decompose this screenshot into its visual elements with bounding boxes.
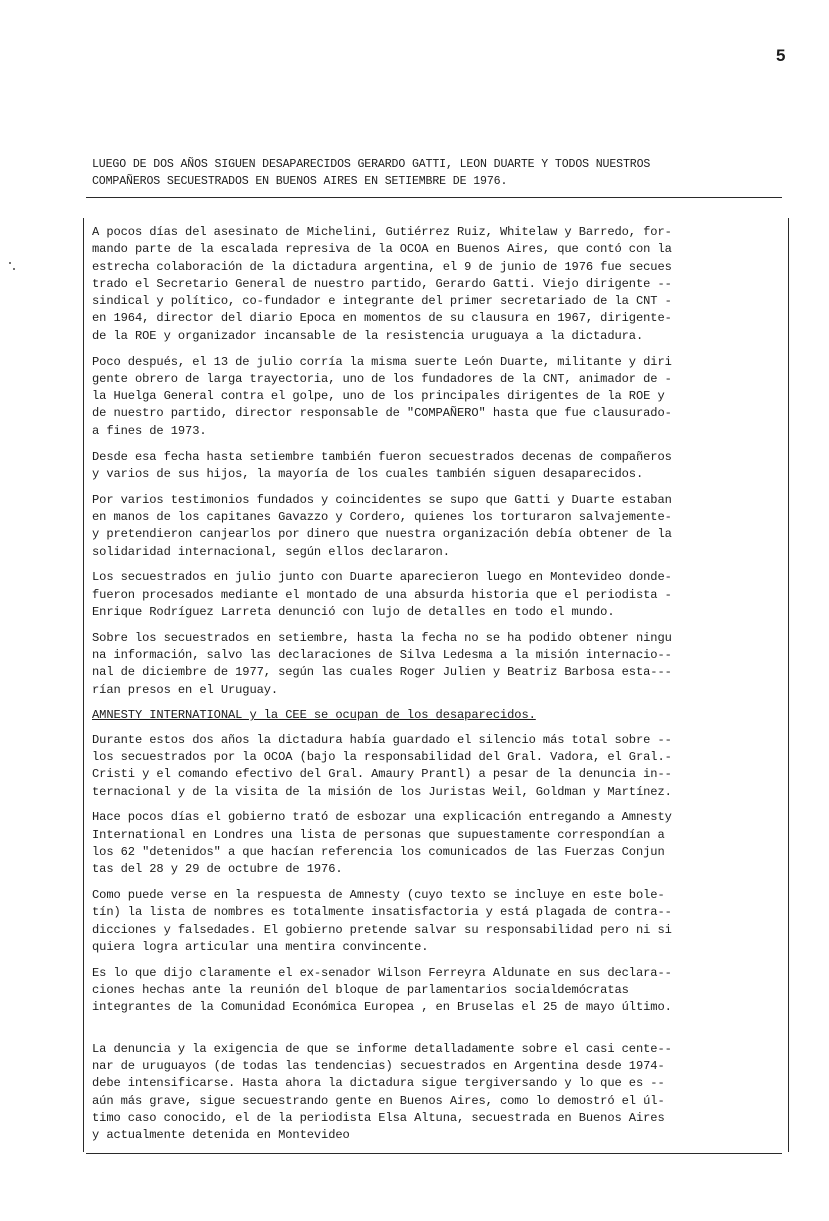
paragraph-duarte: Poco después, el 13 de julio corría la misma suerte León Duarte, militante y diri gente obrero de larga trayectoria, uno de los fundadores de la CNT, animador de - la Huelga General contra el golpe, uno de los principales dirigentes de la ROE y de nuestro partido, director responsable de "COMPAÑERO" hasta que fue clausurado- a fines de 1973. — [92, 354, 672, 438]
paragraph-silence: Durante estos dos años la dictadura había guardado el silencio más total sobre -- los secuestrados por la OCOA (bajo la responsabilidad del Gral. Vadora, el Gral.- Cristi y el comando efectivo del Gral. Amaury Prantl) a pesar de la denuncia in-- ternacional y de la visita de la misión de los Juristas Weil, Goldman y Martínez. — [92, 732, 672, 799]
paragraph-amnesty-response: Como puede verse en la respuesta de Amnesty (cuyo texto se incluye en este bole- tín) la lista de nombres es totalmente insatisfactoria y está plagada de contra-- dicciones y falsedades. El gobierno pretende salvar su responsabilidad pero ni si quiera logra articular una mentira convincente. — [92, 888, 672, 954]
headline-divider — [86, 197, 782, 198]
paragraph-denunciation: La denuncia y la exigencia de que se informe detalladamente sobre el casi cente-- nar de uruguayos (de todas las tendencias) secuestrados en Argentina desde 1974- debe intensificarse. Hasta ahora la dictadura sigue tergiversando y lo que es -- aún más grave, sigue secuestrando gente en Buenos Aires, como lo demostró el úl- timo caso conocido, el de la periodista Elsa Altuna, secuestrada en Buenos Aires y actualmente detenida en Montevideo — [92, 1041, 672, 1143]
paragraph-kidnapped-comrades: Desde esa fecha hasta setiembre también fueron secuestrados decenas de compañeros y varios de sus hijos, la mayoría de los cuales también siguen desaparecidos. — [92, 449, 672, 481]
paragraph-montevideo-trials: Los secuestrados en julio junto con Duarte aparecieron luego en Montevideo donde- fueron procesados mediante el montado de una absurda historia que el periodista - Enrique Rodríguez Larreta denunció con lujo de detalles en todo el mundo. — [92, 570, 672, 619]
margin-speck — [9, 262, 11, 264]
paragraph-september-kidnapped: Sobre los secuestrados en setiembre, hasta la fecha no se ha podido obtener ningu na información, salvo las declaraciones de Silva Ledesma a la misión internacio-- nal de diciembre de 1977, según las cuales Roger Julien y Beatriz Barbosa esta--- rían presos en el Uruguay. — [92, 630, 672, 697]
paragraph-testimonies: Por varios testimonios fundados y coincidentes se supo que Gatti y Duarte estaban en manos de los capitanes Gavazzo y Cordero, quienes los torturaron salvajemente- y pretendieron canjearlos por dinero que nuestra organización debía obtener de la solidaridad internacional, según ellos declararon. — [92, 492, 672, 559]
bottom-divider — [86, 1153, 782, 1154]
document-headline: LUEGO DE DOS AÑOS SIGUEN DESAPARECIDOS GERARDO GATTI, LEON DUARTE Y TODOS NUESTROS COMPAÑEROS SECUESTRADOS EN BUENOS AIRES EN SETIEMBRE DE 1976. — [92, 158, 651, 188]
paragraph-amnesty-list: Hace pocos días el gobierno trató de esbozar una explicación entregando a Amnesty International en Londres una lista de personas que supuestamente correspondían a los 62 "detenidos" a que hacían referencia los comunicados de las Fuerzas Conjun tas del 28 y 29 de octubre de 1976. — [92, 810, 672, 877]
article-body — [92, 224, 782, 1153]
paragraph-gatti: A pocos días del asesinato de Michelini, Gutiérrez Ruiz, Whitelaw y Barredo, for- mando parte de la escalada represiva de la OCOA en Buenos Aires, que contó con la estrecha colaboración de la dictadura argentina, el 9 de junio de 1976 fue secues trado el Secretario General de nuestro partido, Gerardo Gatti. Viejo dirigente -- sindical y político, co-fundador e integrante del primer secretariado de la CNT - en 1964, director del diario Epoca en momentos de su clausura en 1967, dirigente- de la ROE y organizador incansable de la resistencia uruguaya a la dictadura. — [92, 225, 672, 343]
paragraph-ferreyra: Es lo que dijo claramente el ex-senador Wilson Ferreyra Aldunate en sus declara-- ciones hechas ante la reunión del bloque de parlamentarios socialdemócratas integrantes de la Comunidad Económica Europea , en Bruselas el 25 de mayo último. — [92, 965, 672, 1015]
page-number: 5 — [776, 46, 786, 65]
margin-speck — [13, 268, 15, 270]
section-heading: AMNESTY INTERNATIONAL y la CEE se ocupan de los desaparecidos. — [92, 708, 536, 723]
